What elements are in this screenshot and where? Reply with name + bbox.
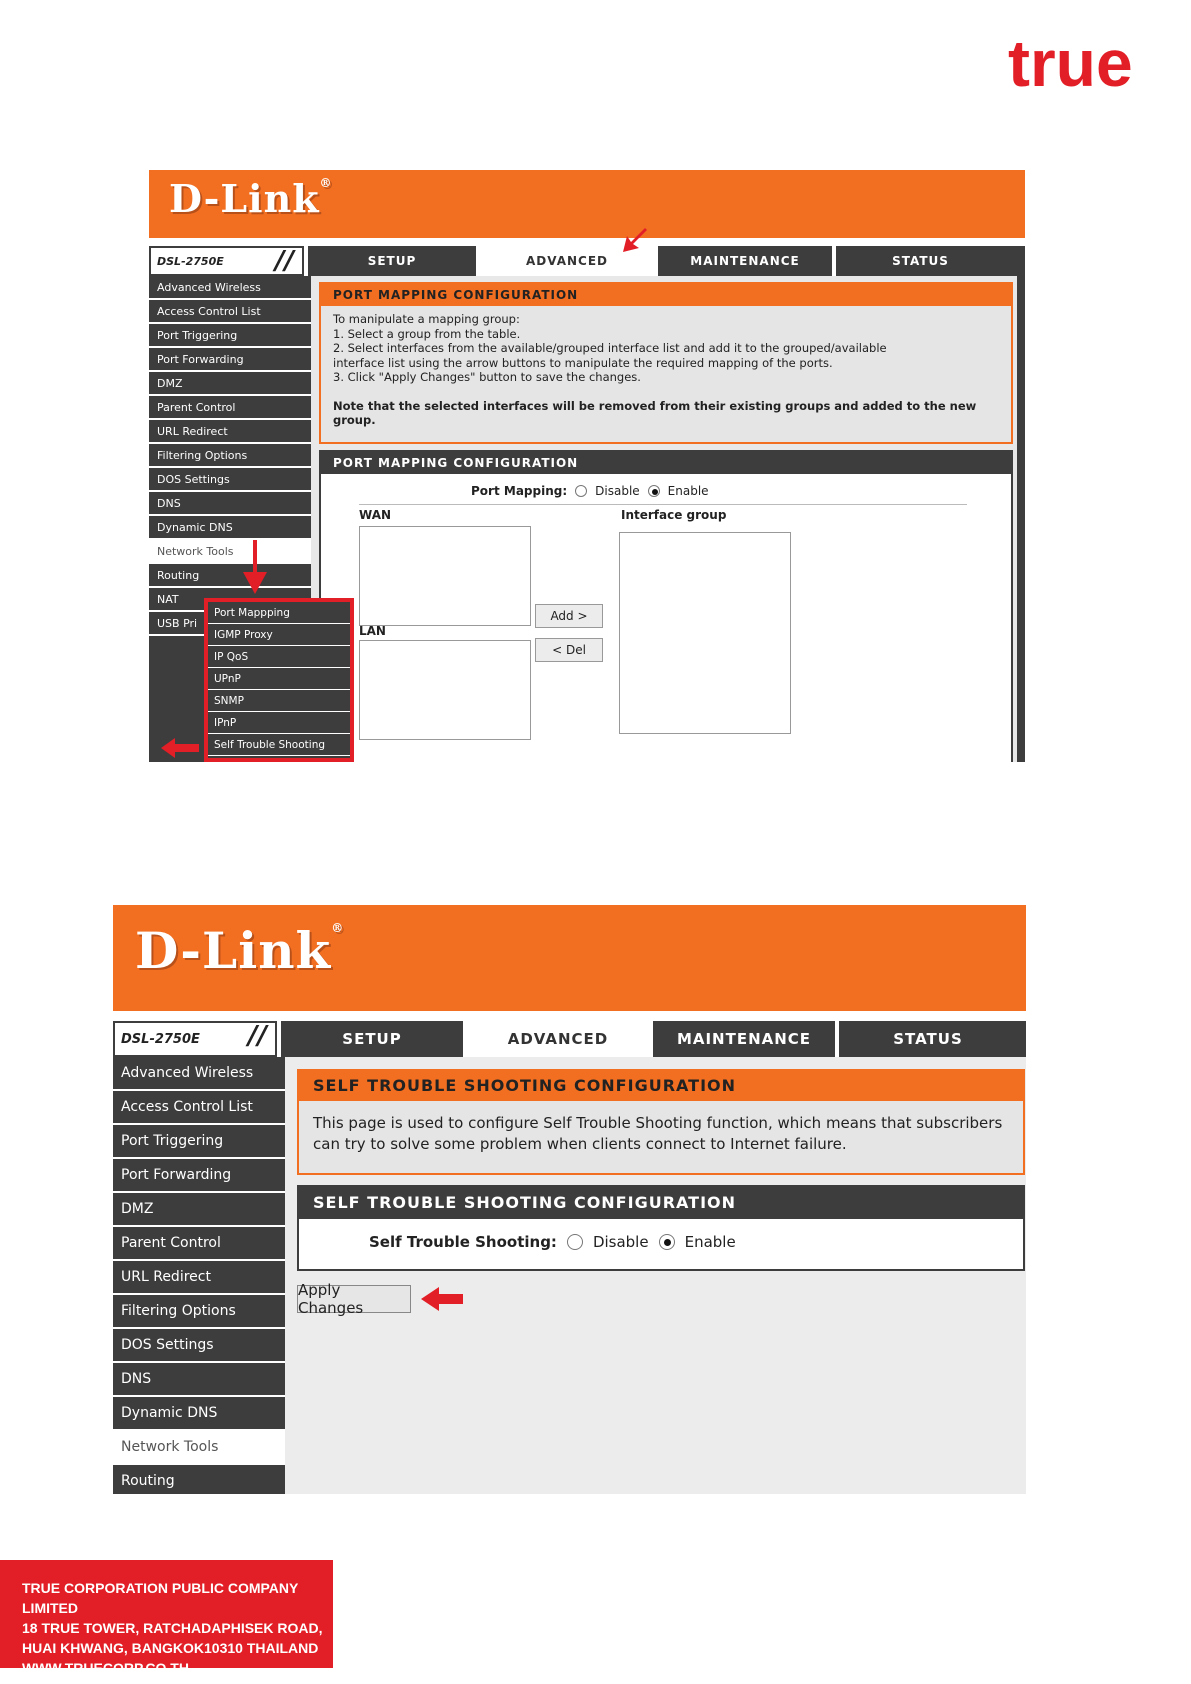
sidebar-item-dynamic-dns[interactable]: Dynamic DNS [113, 1397, 285, 1431]
arrow-advanced-icon [619, 226, 649, 254]
sidebar-item-parent-control[interactable]: Parent Control [113, 1227, 285, 1261]
sidebar-item-filtering-options[interactable]: Filtering Options [149, 444, 311, 468]
tab-setup[interactable]: SETUP [304, 246, 476, 276]
self-trouble-info-box [297, 1069, 1025, 1175]
disable-label: Disable [592, 1233, 649, 1251]
interface-group-listbox[interactable] [619, 532, 791, 734]
sidebar-item-usb-print[interactable]: USB Pri [149, 612, 311, 636]
sidebar-item-url-redirect[interactable]: URL Redirect [113, 1261, 285, 1295]
sidebar-item-network-tools[interactable]: Network Tools [113, 1431, 285, 1465]
submenu-item-self-trouble-shooting[interactable]: Self Trouble Shooting [208, 734, 350, 756]
info-line: To manipulate a mapping group: [333, 312, 520, 326]
add-button[interactable]: Add > [535, 604, 603, 628]
tab-bar [113, 1021, 1026, 1057]
sidebar-item-port-forwarding[interactable]: Port Forwarding [113, 1159, 285, 1193]
info-line: 2. Select interfaces from the available/grouped interface list and add it to the grouped/available [333, 341, 887, 355]
self-trouble-label: Self Trouble Shooting: [369, 1233, 557, 1251]
arrow-left-icon [421, 1287, 465, 1311]
footer-line: TRUE CORPORATION PUBLIC COMPANY LIMITED [22, 1580, 299, 1616]
dlink-logo: D-Link® [169, 176, 333, 221]
sidebar-item-routing[interactable]: Routing [113, 1465, 285, 1494]
footer-line: WWW.TRUECORP.CO.TH [22, 1660, 189, 1676]
sidebar-item-dmz[interactable]: DMZ [113, 1193, 285, 1227]
arrow-down-icon [243, 540, 267, 596]
sidebar-item-port-triggering[interactable]: Port Triggering [113, 1125, 285, 1159]
tab-maintenance[interactable]: MAINTENANCE [654, 246, 832, 276]
enable-radio[interactable] [648, 485, 660, 497]
disable-label: Disable [595, 484, 640, 498]
info-body [321, 306, 1011, 434]
disable-radio[interactable] [575, 485, 587, 497]
tab-setup[interactable]: SETUP [277, 1021, 463, 1057]
dlink-banner [113, 905, 1026, 1011]
true-logo [1008, 28, 1158, 98]
sidebar-item-parent-control[interactable]: Parent Control [149, 396, 311, 420]
model-label: DSL-2750E // [113, 1021, 277, 1057]
port-mapping-label: Port Mapping: [471, 484, 568, 498]
submenu-item-upnp[interactable]: UPnP [208, 668, 350, 690]
content-area [285, 1057, 1026, 1494]
info-line: 1. Select a group from the table. [333, 326, 521, 341]
tab-status[interactable]: STATUS [832, 246, 1005, 276]
config-title: PORT MAPPING CONFIGURATION [321, 452, 1011, 474]
lan-listbox[interactable] [359, 640, 531, 740]
wan-label: WAN [359, 508, 392, 522]
submenu-item-port-mapping[interactable]: Port Mappping [208, 602, 350, 624]
sidebar-item-advanced-wireless[interactable]: Advanced Wireless [149, 276, 311, 300]
del-button[interactable]: < Del [535, 638, 603, 662]
tab-maintenance[interactable]: MAINTENANCE [649, 1021, 835, 1057]
sidebar-item-dos-settings[interactable]: DOS Settings [149, 468, 311, 492]
apply-changes-button[interactable]: Apply Changes [297, 1285, 411, 1313]
config-title: SELF TROUBLE SHOOTING CONFIGURATION [299, 1187, 1023, 1219]
divider [359, 504, 967, 505]
true-logo-text: true [1008, 28, 1133, 98]
content-area [311, 276, 1017, 762]
interface-group-label: Interface group [621, 508, 727, 522]
sidebar-item-dns[interactable]: DNS [149, 492, 311, 516]
sidebar-item-url-redirect[interactable]: URL Redirect [149, 420, 311, 444]
port-mapping-row [471, 484, 709, 498]
submenu-item-ipnp[interactable]: IPnP [208, 712, 350, 734]
port-mapping-screenshot [149, 170, 1025, 762]
sidebar-item-access-control-list[interactable]: Access Control List [113, 1091, 285, 1125]
enable-label: Enable [667, 484, 709, 498]
banner-divider [113, 1011, 1026, 1021]
info-title: SELF TROUBLE SHOOTING CONFIGURATION [299, 1071, 1023, 1101]
tab-advanced[interactable]: ADVANCED [463, 1021, 649, 1057]
sidebar [113, 1057, 285, 1494]
tab-status[interactable]: STATUS [835, 1021, 1017, 1057]
tab-advanced[interactable]: ADVANCED [476, 246, 654, 276]
sidebar-item-network-tools[interactable]: Network Tools [149, 540, 311, 564]
enable-radio[interactable] [659, 1234, 675, 1250]
submenu-item-ip-qos[interactable]: IP QoS [208, 646, 350, 668]
submenu-item-snmp[interactable]: SNMP [208, 690, 350, 712]
sidebar-item-routing[interactable]: Routing [149, 564, 311, 588]
sidebar-item-filtering-options[interactable]: Filtering Options [113, 1295, 285, 1329]
sidebar-item-dos-settings[interactable]: DOS Settings [113, 1329, 285, 1363]
network-tools-submenu [204, 598, 354, 762]
dlink-banner [149, 170, 1025, 238]
company-footer [0, 1560, 333, 1676]
disable-radio[interactable] [567, 1234, 583, 1250]
self-trouble-config-box [297, 1185, 1025, 1271]
sidebar-item-dns[interactable]: DNS [113, 1363, 285, 1397]
self-trouble-shooting-screenshot [113, 905, 1026, 1494]
footer-line: 18 TRUE TOWER, RATCHADAPHISEK ROAD, [22, 1620, 323, 1636]
sidebar-item-dmz[interactable]: DMZ [149, 372, 311, 396]
model-label: DSL-2750E // [149, 246, 304, 276]
banner-divider [149, 238, 1025, 246]
tab-bar [149, 246, 1025, 276]
footer-line: HUAI KHWANG, BANGKOK10310 THAILAND [22, 1640, 319, 1656]
lan-label: LAN [359, 624, 386, 638]
sidebar-item-nat[interactable]: NAT [149, 588, 311, 612]
sidebar-item-access-control-list[interactable]: Access Control List [149, 300, 311, 324]
sidebar-item-advanced-wireless[interactable]: Advanced Wireless [113, 1057, 285, 1091]
self-trouble-row [369, 1233, 736, 1251]
info-line: 3. Click "Apply Changes" button to save the changes. [333, 370, 641, 384]
sidebar-item-port-triggering[interactable]: Port Triggering [149, 324, 311, 348]
info-body: This page is used to configure Self Trouble Shooting function, which means that subscribers can try to solve some problem when clients connect to Internet failure. [313, 1114, 1003, 1153]
enable-label: Enable [684, 1233, 736, 1251]
port-mapping-config-box [319, 450, 1013, 762]
info-title: PORT MAPPING CONFIGURATION [321, 284, 1011, 306]
info-note: Note that the selected interfaces will be removed from their existing groups and added to the new group. [333, 398, 977, 427]
sidebar-item-dynamic-dns[interactable]: Dynamic DNS [149, 516, 311, 540]
info-line: interface list using the arrow buttons to manipulate the required mapping of the ports. [333, 355, 833, 370]
port-mapping-info-box [319, 282, 1013, 444]
sidebar-item-port-forwarding[interactable]: Port Forwarding [149, 348, 311, 372]
submenu-item-igmp-proxy[interactable]: IGMP Proxy [208, 624, 350, 646]
arrow-left-icon [161, 738, 201, 758]
dlink-logo: D-Link® [135, 921, 345, 980]
wan-listbox[interactable] [359, 526, 531, 626]
